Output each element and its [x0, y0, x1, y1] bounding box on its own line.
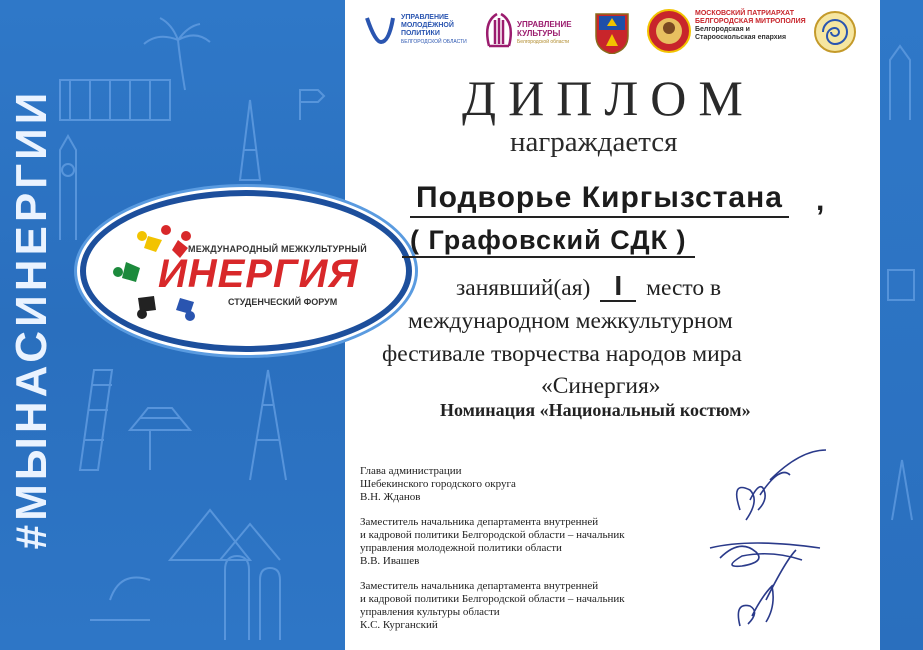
culture-logo-line: КУЛЬТУРЫ: [517, 29, 561, 38]
signatory-line: В.Н. Жданов: [360, 491, 421, 503]
place-number-handwritten: I: [600, 272, 636, 302]
youth-policy-emblem-icon: [363, 14, 397, 46]
awarded-to-label: награждается: [510, 126, 678, 158]
logo-subtitle-bottom: СТУДЕНЧЕСКИЙ ФОРУМ: [228, 297, 338, 307]
youth-logo-line: ПОЛИТИКИ: [401, 30, 440, 37]
recipient-comma: ,: [816, 184, 826, 217]
signatory-line: Глава администрации: [360, 465, 462, 477]
festival-line-2: фестивале творчества народов мира: [382, 341, 742, 367]
culture-logo-line: УПРАВЛЕНИЕ: [517, 20, 572, 29]
youth-logo-line: УПРАВЛЕНИЕ: [401, 14, 449, 21]
signatory-line: и кадровой политики Белгородской области – начальник: [360, 529, 625, 541]
hashtag-vertical: #МЫНАСИНЕРГИИ: [7, 88, 56, 550]
patriarchate-logo-line: МОСКОВСКИЙ ПАТРИАРХАТ: [695, 10, 794, 17]
logo-wordmark: ИНЕРГИЯ: [158, 252, 359, 296]
logo-subtitle-top: МЕЖДУНАРОДНЫЙ МЕЖКУЛЬТУРНЫЙ: [188, 244, 367, 254]
partner-logos: [355, 8, 875, 60]
icon-saint-emblem: [647, 8, 691, 54]
patriarchate-logo-line: БЕЛГОРОДСКАЯ МИТРОПОЛИЯ: [695, 18, 806, 25]
signatory-line: управления культуры области: [360, 606, 500, 618]
recipient-organization-handwritten: ( Графовский СДК ): [402, 224, 695, 258]
signatory-line: К.С. Курганский: [360, 619, 438, 631]
place-line: [456, 272, 721, 302]
nomination: Номинация «Национальный костюм»: [440, 400, 751, 420]
coat-of-arms-icon: [593, 8, 631, 54]
place-prefix: занявший(ая): [456, 275, 591, 301]
signatory-line: Шебекинского городского округа: [360, 478, 516, 490]
decorative-right-strip: [880, 0, 923, 650]
place-suffix: место в: [646, 275, 722, 301]
signatory-line: Заместитель начальника департамента внутренней: [360, 580, 599, 592]
lyre-icon: [483, 10, 515, 50]
signatory-line: Заместитель начальника департамента внутренней: [360, 516, 599, 528]
diploma-title: ДИПЛОМ: [462, 70, 755, 126]
recipient-name-handwritten: Подворье Киргызстана: [410, 180, 789, 218]
patriarchate-logo-line: Старооскольская епархия: [695, 34, 787, 41]
patriarchate-logo-line: Белгородская и: [695, 26, 750, 33]
signatory-line: и кадровой политики Белгородской области – начальник: [360, 593, 625, 605]
signatory-3: [360, 580, 625, 632]
signatory-1: [360, 465, 516, 504]
festival-line-1: международном межкультурном: [408, 308, 733, 334]
signatory-line: управления молодежной политики области: [360, 542, 562, 554]
festival-name: «Синергия»: [541, 373, 661, 399]
signatory-2: [360, 516, 625, 568]
culture-logo-line: Белгородской области: [517, 39, 570, 45]
handwritten-signatures: [700, 440, 840, 640]
spiral-emblem-icon: [813, 10, 857, 54]
youth-logo-line: МОЛОДЁЖНОЙ: [401, 22, 454, 29]
signatory-line: В.В. Ивашев: [360, 555, 420, 567]
youth-logo-line: БЕЛГОРОДСКОЙ ОБЛАСТИ: [401, 39, 467, 45]
